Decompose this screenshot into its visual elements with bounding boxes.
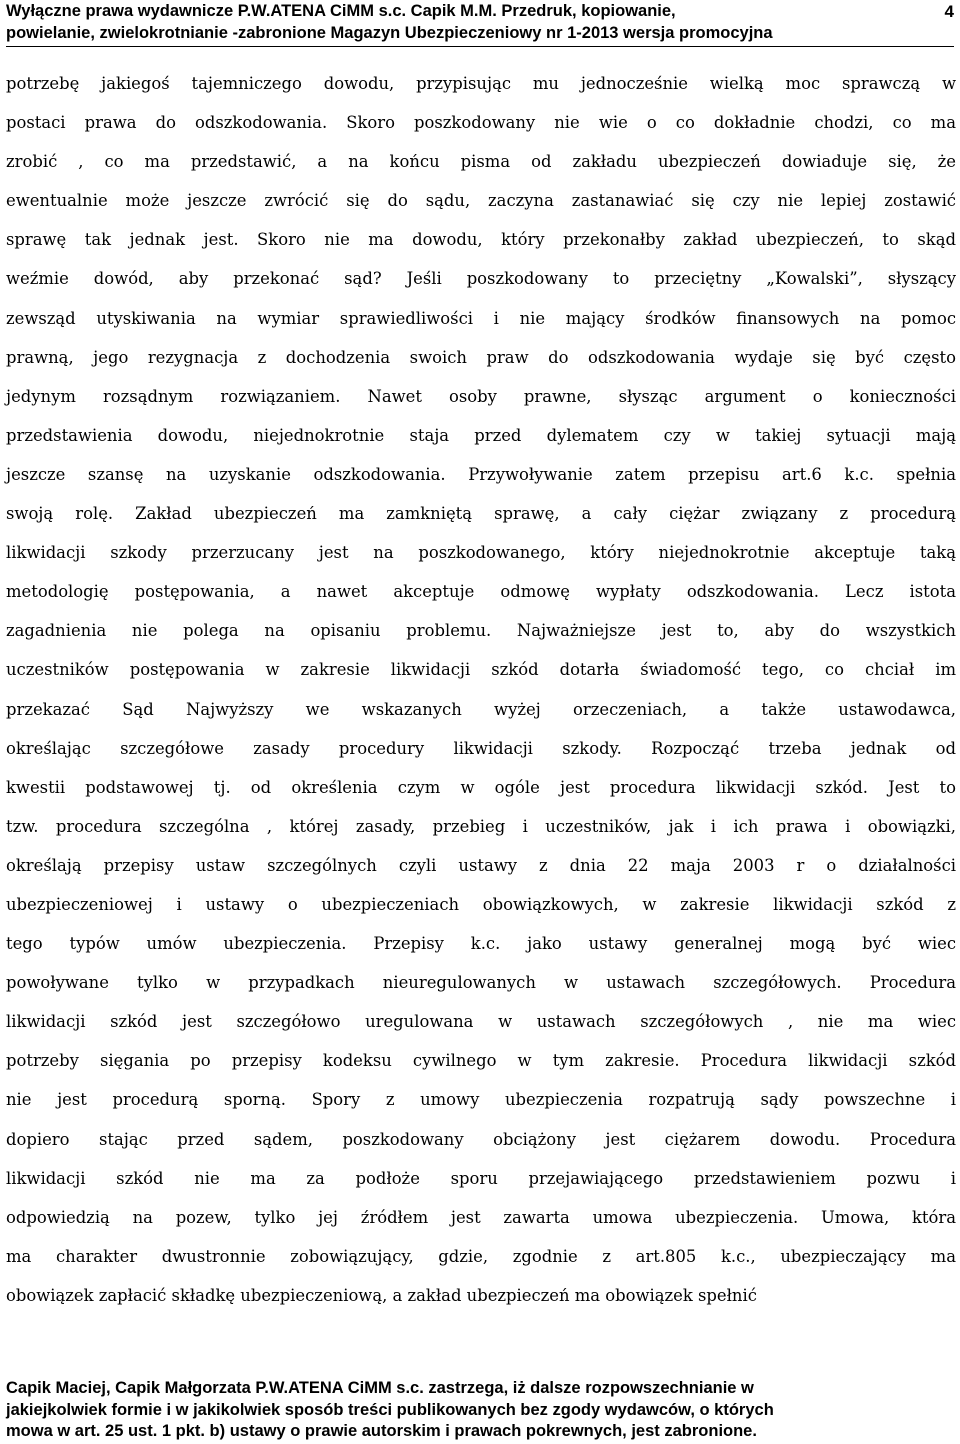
text-line: likwidacji szkód jest szczegółowo uregulowana w ustawach szczegółowych , nie ma wiec [6, 1012, 956, 1032]
text-line: nie jest procedurą sporną. Spory z umowy ubezpieczenia rozpatrują sądy powszechne i [6, 1090, 956, 1110]
text-line: weźmie dowód, aby przekonać sąd? Jeśli poszkodowany to przeciętny „Kowalski”, słyszący [6, 269, 956, 289]
text-line: obowiązek zapłacić składkę ubezpieczeniową, a zakład ubezpieczeń ma obowiązek spełnić [6, 1285, 757, 1305]
body-text [6, 64, 956, 1315]
text-line: zewsząd utyskiwania na wymiar sprawiedliwości i nie mający środków finansowych na pomoc [6, 308, 956, 328]
text-line: tzw. procedura szczególna , której zasady, przebieg i uczestników, jak i ich prawa i obowiązki, [6, 816, 956, 836]
text-line: określając szczegółowe zasady procedury likwidacji szkody. Rozpocząć trzeba jednak od [6, 738, 956, 758]
header-line-2: powielanie, zwielokrotnianie -zabronione Magazyn Ubezpieczeniowy nr 1-2013 wersja promocyjna [6, 24, 773, 42]
text-line: likwidacji szkód nie ma za podłoże sporu przejawiającego przedstawieniem pozwu i [6, 1168, 956, 1188]
text-line: przekazać Sąd Najwyższy we wskazanych wyżej orzeczeniach, a także ustawodawca, [6, 699, 956, 719]
text-line: jedynym rozsądnym rozwiązaniem. Nawet osoby prawne, słysząc argument o konieczności [6, 386, 956, 406]
text-line: postaci prawa do odszkodowania. Skoro poszkodowany nie wie o co dokładnie chodzi, co ma [6, 113, 956, 133]
header-line-1: Wyłączne prawa wydawnicze P.W.ATENA CiMM s.c. Capik M.M. Przedruk, kopiowanie, [6, 2, 676, 20]
page-number: 4 [944, 2, 954, 21]
text-line: powoływane tylko w przypadkach nieuregulowanych w ustawach szczegółowych. Procedura [6, 973, 956, 993]
text-line: swoją rolę. Zakład ubezpieczeń ma zamkniętą sprawę, a cały ciężar związany z procedurą [6, 504, 956, 524]
text-line: potrzebę jakiegoś tajemniczego dowodu, przypisując mu jednocześnie wielką moc sprawczą w [6, 74, 956, 93]
text-line: dopiero stając przed sądem, poszkodowany obciążony jest ciężarem dowodu. Procedura [6, 1129, 956, 1149]
footer-line-1: Capik Maciej, Capik Małgorzata P.W.ATENA CiMM s.c. zastrzega, iż dalsze rozpowszechnianie w [6, 1379, 754, 1397]
text-line: określają przepisy ustaw szczególnych czyli ustawy z dnia 22 maja 2003 r o działalności [6, 855, 956, 875]
text-line: potrzeby sięgania po przepisy kodeksu cywilnego w tym zakresie. Procedura likwidacji szkód [6, 1051, 956, 1071]
text-line: sprawę tak jednak jest. Skoro nie ma dowodu, który przekonałby zakład ubezpieczeń, to skąd [6, 230, 956, 250]
text-line: prawną, jego rezygnacja z dochodzenia swoich praw do odszkodowania wydaje się być często [6, 347, 956, 367]
text-line: kwestii podstawowej tj. od określenia czym w ogóle jest procedura likwidacji szkód. Jest to [6, 777, 956, 797]
text-line: przedstawienia dowodu, niejednokrotnie staja przed dylematem czy w takiej sytuacji mają [6, 425, 956, 445]
text-line: ubezpieczeniowej i ustawy o ubezpieczeniach obowiązkowych, w zakresie likwidacji szkód z [6, 894, 956, 914]
text-line: uczestników postępowania w zakresie likwidacji szkód dotarła świadomość tego, co chciał im [6, 660, 956, 680]
footer-line-2: jakiejkolwiek formie i w jakikolwiek sposób treści publikowanych bez zgody wydawców, o których [6, 1400, 774, 1419]
text-line: ma charakter dwustronnie zobowiązujący, gdzie, zgodnie z art.805 k.c., ubezpieczający ma [6, 1246, 956, 1266]
text-line: jeszcze szansę na uzyskanie odszkodowania. Przywoływanie zatem przepisu art.6 k.c. spełnia [6, 464, 956, 484]
footer-line-3: mowa w art. 25 ust. 1 pkt. b) ustawy o prawie autorskim i prawach pokrewnych, jest zabronione. [6, 1422, 757, 1440]
text-line: zrobić , co ma przedstawić, a na końcu pisma od zakładu ubezpieczeń dowiaduje się, że [6, 152, 956, 172]
text-line: metodologię postępowania, a nawet akceptuje odmowę wypłaty odszkodowania. Lecz istota [6, 582, 956, 602]
text-line: ewentualnie może jeszcze zwrócić się do sądu, zaczyna zastanawiać się czy nie lepiej zostawić [6, 191, 956, 211]
text-line: odpowiedzią na pozew, tylko jej źródłem jest zawarta umowa ubezpieczenia. Umowa, która [6, 1207, 956, 1227]
text-line: likwidacji szkody przerzucany jest na poszkodowanego, który niejednokrotnie akceptuje taką [6, 543, 956, 563]
text-line: tego typów umów ubezpieczenia. Przepisy k.c. jako ustawy generalnej mogą być wiec [6, 934, 956, 954]
page-header [6, 0, 954, 44]
text-line: zagadnienia nie polega na opisaniu problemu. Najważniejsze jest to, aby do wszystkich [6, 621, 956, 641]
header-divider [6, 46, 954, 47]
page-footer [6, 1378, 956, 1443]
